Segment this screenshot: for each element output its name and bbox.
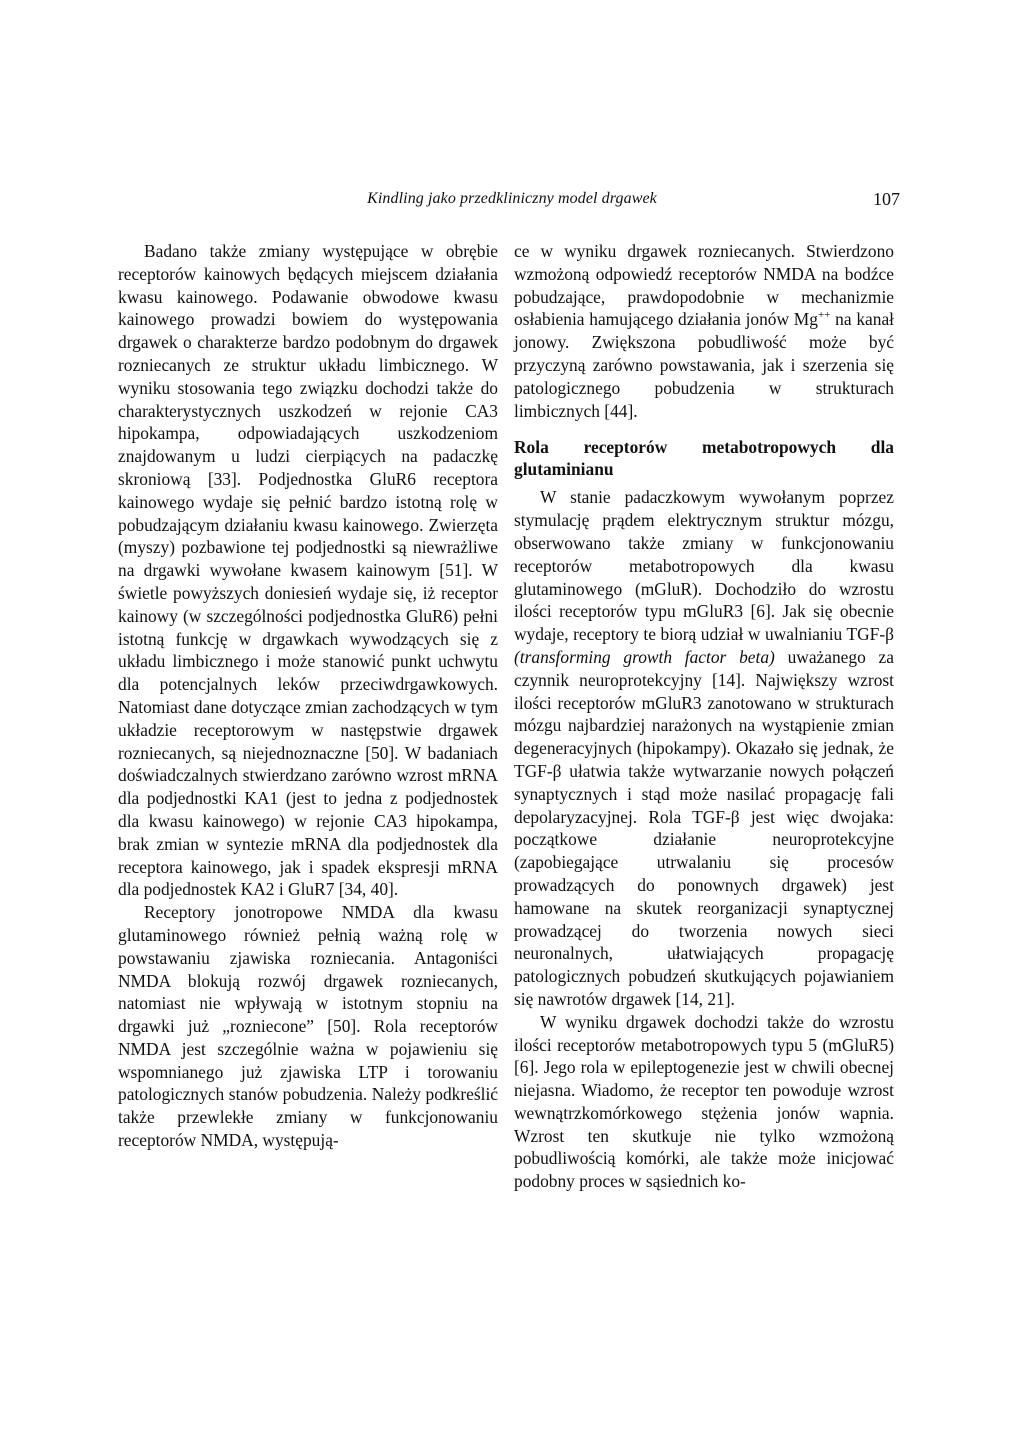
left-column	[118, 240, 498, 1152]
superscript-charge: ++	[817, 309, 831, 322]
page-header	[0, 190, 1024, 214]
running-title: Kindling jako przedkliniczny model drgawek	[367, 190, 657, 207]
paragraph-nmda-receptors: Receptory jonotropowe NMDA dla kwasu glutaminowego również pełnią ważną rolę w powstawaniu zjawiska rozniecania. Antagoniści NMDA blokują rozwój drgawek rozniecanych, natomiast nie wpływają w istotnym stopniu na drgawki już „rozniecone” [50]. Rola receptorów NMDA jest szczególnie ważna w pojawieniu się wspomnianego już zjawiska LTP i torowaniu patologicznych stanów pobudzenia. Należy podkreślić także przewlekłe zmiany w funkcjonowaniu receptorów NMDA, występują-	[118, 902, 498, 1151]
text-nmda-continued-b: na kanał jonowy. Zwiększona pobudliwość może być przyczyną zarówno powstawania, jak i szerzenia się patologicznego pobudzenia w strukturach limbicznych [44].	[514, 309, 894, 421]
paragraph-kainate-receptors: Badano także zmiany występujące w obrębie receptorów kainowych będących miejscem działania kwasu kainowego. Podawanie obwodowe kwasu kainowego prowadzi bowiem do występowania drgawek o charakterze bardzo podobnym do drgawek rozniecanych ze struktur układu limbicznego. W wyniku stosowania tego związku dochodzi także do charakterystycznych uszkodzeń w rejonie CA3 hipokampa, odpowiadających uszkodzeniom znajdowanym u ludzi cierpiących na padaczkę skroniową [33]. Podjednostka GluR6 receptora kainowego wydaje się pełnić bardzo istotną rolę w pobudzającym działaniu kwasu kainowego. Zwierzęta (myszy) pozbawione tej podjednostki są niewrażliwe na drgawki wywołane kwasem kainowym [51]. W świetle powyższych doniesień wydaje się, iż receptor kainowy (w szczególności podjednostka GluR6) pełni istotną funkcję w drgawkach wywodzących się z układu limbicznego i może stanowić punkt uchwytu dla potencjalnych leków przeciwdrgawkowych. Natomiast dane dotyczące zmian zachodzących w tym układzie receptorowym w następstwie drgawek rozniecanych, są niejednoznaczne [50]. W badaniach doświadczalnych stwierdzano zarówno wzrost mRNA dla podjednostki KA1 (jest to jedna z podjednostek dla kwasu kainowego) w rejonie CA3 hipokampa, brak zmian w syntezie mRNA dla podjednostek dla receptora kainowego, jak i spadek ekspresji mRNA dla podjednostek KA2 i GluR7 [34, 40].	[118, 241, 498, 900]
paragraph-mglur5: W wyniku drgawek dochodzi także do wzrostu ilości receptorów metabotropowych typu 5 (mGluR5) [6]. Jego rola w epileptogenezie jest w chwili obecnej niejasna. Wiadomo, że receptor ten powoduje wzrost wewnątrzkomórkowego stężenia jonów wapnia. Wzrost ten skutkuje nie tylko wzmożoną pobudliwością komórki, ale także może inicjować podobny proces w sąsiednich ko-	[514, 1011, 894, 1192]
text-metabotropic-b: uważanego za czynnik neuroprotekcyjny [14]. Największy wzrost ilości receptorów mGluR3 zanotowano w strukturach mózgu najbardziej narażonych na wystąpienie zmian degeneracyjnych (hipokampy). Okazało się jednak, że TGF-β ułatwia także wytwarzanie nowych połączeń synaptycznych i stąd może nasilać propagację fali depolaryzacyjnej. Rola TGF-β jest więc dwojaka: początkowe działanie neuroprotekcyjne (zapobiegające utrwalaniu się procesów prowadzących do ponownych drgawek) jest hamowane na skutek reorganizacji synaptycznej prowadzącej do tworzenia nowych sieci neuronalnych, ułatwiających propagację patologicznych pobudzeń skutkujących pojawianiem się nawrotów drgawek [14, 21].	[514, 646, 894, 1009]
section-heading: Rola receptorów metabotropowych dla glutaminianu	[514, 437, 894, 480]
right-column	[514, 240, 894, 1193]
paragraph-metabotropic	[514, 486, 894, 1010]
text-tgf-beta-italic: (transforming growth factor beta)	[514, 646, 775, 667]
text-nmda-continued-a: ce w wyniku drgawek rozniecanych. Stwierdzono wzmożoną odpowiedź receptorów NMDA na bodźce pobudzające, prawdopodobnie w mechanizmie osłabienia hamującego działania jonów Mg	[514, 241, 894, 330]
text-metabotropic-a: W stanie padaczkowym wywołanym poprzez stymulację prądem elektrycznym struktur mózgu, obserwowano także zmiany w funkcjonowaniu receptorów metabotropowych dla kwasu glutaminowego (mGluR). Dochodziło do wzrostu ilości receptorów typu mGluR3 [6]. Jak się obecnie wydaje, receptory te biorą udział w uwalnianiu TGF-β	[514, 487, 894, 645]
page-number: 107	[873, 189, 900, 209]
paragraph-nmda-continued	[514, 240, 894, 422]
